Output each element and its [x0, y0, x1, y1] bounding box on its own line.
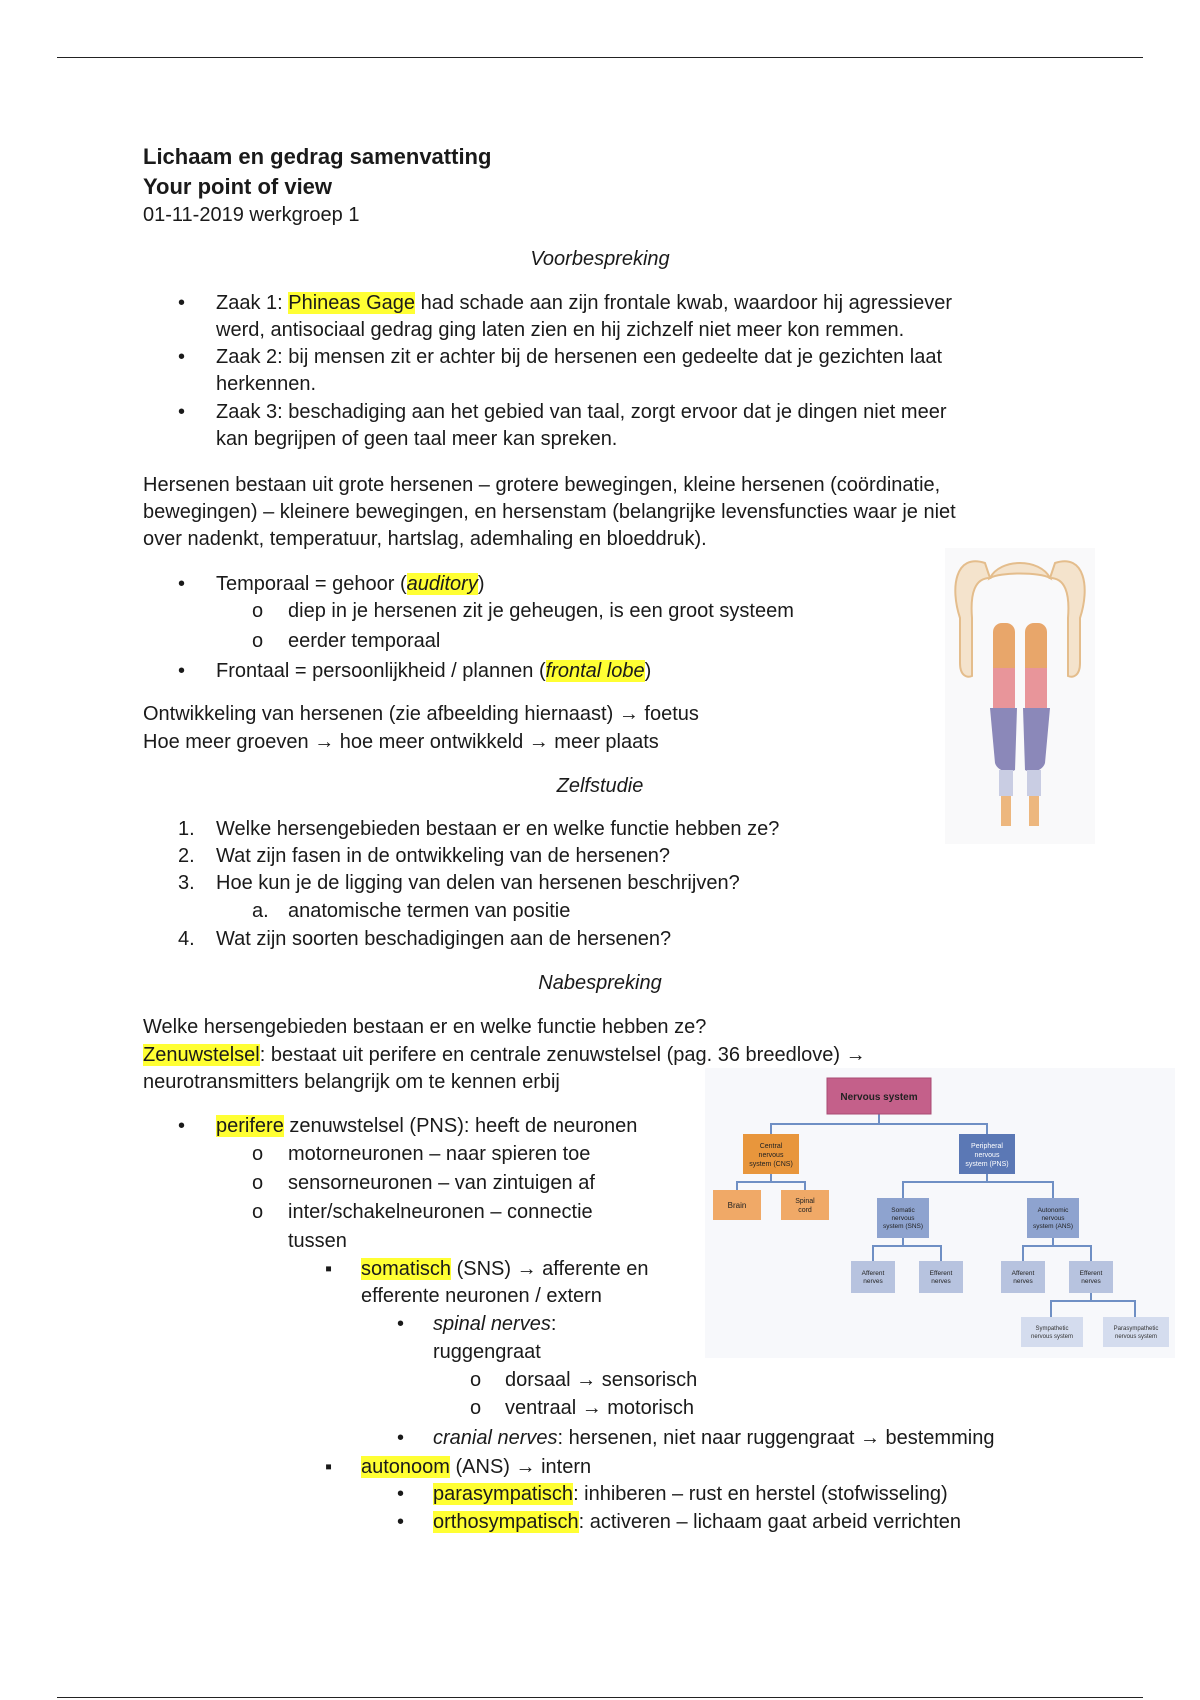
diagram-efferent-1: Efferent nerves	[929, 1270, 953, 1285]
highlight: auditory	[406, 573, 478, 595]
diagram-efferent-2: Efferent nerves	[1079, 1270, 1103, 1285]
ventraal-item: ventraal → motorisch	[505, 1397, 694, 1419]
question-2: Wat zijn fasen in de ontwikkeling van de hersenen?	[216, 845, 670, 867]
cranial-item: cranial nerves: hersenen, niet naar ruggengraat → bestemming	[433, 1427, 995, 1449]
orthosympatisch-item: orthosympatisch: activeren – lichaam gaat arbeid verrichten	[433, 1511, 962, 1533]
sub-bullet-o: o	[470, 1397, 482, 1419]
question-num: 1.	[178, 818, 195, 840]
diagram-parasympathetic: Parasympathetic nervous system	[1113, 1326, 1159, 1340]
paragraph-line: over nadenkt, temperatuur, hartslag, ademhaling en bloeddruk).	[143, 528, 707, 550]
section-voorbespreking: Voorbespreking	[530, 248, 670, 270]
dorsaal-item: dorsaal → sensorisch	[505, 1369, 698, 1391]
sub-bullet-o: o	[252, 1172, 264, 1194]
sensor-item: sensorneuronen – van zintuigen af	[288, 1172, 595, 1194]
diagram-sympathetic: Sympathetic nervous system	[1030, 1326, 1074, 1340]
sub-bullet-o: o	[470, 1369, 482, 1391]
case-3-line2: kan begrijpen of geen taal meer kan spreken.	[216, 428, 618, 450]
bullet-dot: •	[178, 573, 186, 595]
temporal-sub-1: diep in je hersenen zit je geheugen, is een groot systeem	[288, 600, 794, 622]
diagram-somatic: Somatic nervous system (SNS)	[882, 1207, 924, 1230]
sub-bullet-o: o	[252, 600, 264, 622]
bullet-dot: •	[178, 660, 186, 682]
sub-bullet-o: o	[252, 630, 264, 652]
section-nabespreking: Nabespreking	[538, 972, 662, 994]
spinal-line2: ruggengraat	[433, 1341, 541, 1363]
bullet-dot: •	[397, 1427, 405, 1449]
temporal-item: Temporaal = gehoor (auditory)	[216, 573, 485, 595]
motor-item: motorneuronen – naar spieren toe	[288, 1143, 591, 1165]
zenuwstelsel-line: Zenuwstelsel: bestaat uit perifere en centrale zenuwstelsel (pag. 36 breedlove) →	[143, 1044, 866, 1066]
highlight: frontal lobe	[545, 660, 645, 682]
highlight: parasympatisch	[433, 1483, 574, 1505]
highlight: autonoom	[361, 1456, 450, 1478]
somatisch-line2: efferente neuronen / extern	[361, 1285, 602, 1307]
diagram-cns: Central nervous system (CNS)	[749, 1143, 793, 1168]
inter-item-line2: tussen	[288, 1230, 347, 1252]
highlight: perifere	[216, 1115, 284, 1137]
sub-bullet-o: o	[252, 1201, 264, 1223]
bottom-rule	[57, 1697, 1143, 1698]
page-title: Lichaam en gedrag samenvatting	[143, 144, 492, 169]
question-4: Wat zijn soorten beschadigingen aan de hersenen?	[216, 928, 672, 950]
question-3: Hoe kun je de ligging van delen van hersenen beschrijven?	[216, 872, 740, 894]
case-1-line2: werd, antisociaal gedrag ging laten zien en hij zichzelf niet meer kon remmen.	[216, 319, 905, 341]
question-3a: anatomische termen van positie	[288, 900, 571, 922]
bullet-dot: •	[397, 1313, 405, 1335]
bullet-dot: •	[178, 346, 186, 368]
square-bullet: ▪	[325, 1258, 333, 1280]
zenuwstelsel-line2: neurotransmitters belangrijk om te kennen erbij	[143, 1071, 560, 1093]
square-bullet: ▪	[325, 1456, 333, 1478]
inter-item: inter/schakelneuronen – connectie	[288, 1201, 593, 1223]
diagram-afferent-1: Afferent nerves	[861, 1270, 885, 1285]
case-1: Zaak 1: Phineas Gage had schade aan zijn frontale kwab, waardoor hij agressiever	[216, 292, 953, 314]
section-zelfstudie: Zelfstudie	[556, 775, 644, 797]
paragraph-line: bewegingen) – kleinere bewegingen, en hersenstam (belangrijke levensfuncties waar je niet	[143, 501, 956, 523]
temporal-sub-2: eerder temporaal	[288, 630, 441, 652]
diagram-afferent-2: Afferent nerves	[1011, 1270, 1035, 1285]
bullet-dot: •	[178, 1115, 186, 1137]
question-1: Welke hersengebieden bestaan er en welke functie hebben ze?	[216, 818, 780, 840]
somatisch-item: somatisch (SNS) → afferente en	[361, 1258, 649, 1280]
pns-item: perifere zenuwstelsel (PNS): heeft de neuronen	[216, 1115, 638, 1137]
ontwikkeling-line-1: Ontwikkeling van hersenen (zie afbeelding hiernaast) → foetus	[143, 703, 699, 725]
bullet-dot: •	[178, 292, 186, 314]
nab-question: Welke hersengebieden bestaan er en welke functie hebben ze?	[143, 1016, 707, 1038]
case-2: Zaak 2: bij mensen zit er achter bij de hersenen een gedeelte dat je gezichten laat	[216, 346, 943, 368]
bullet-dot: •	[397, 1483, 405, 1505]
spinal-item: spinal nerves:	[433, 1313, 557, 1335]
question-num: 3.	[178, 872, 195, 894]
bullet-dot: •	[397, 1511, 405, 1533]
date-line: 01-11-2019 werkgroep 1	[143, 204, 360, 226]
highlight: Phineas Gage	[288, 292, 416, 314]
frontal-item: Frontaal = persoonlijkheid / plannen (frontal lobe)	[216, 660, 652, 682]
question-num: 4.	[178, 928, 195, 950]
parasympatisch-item: parasympatisch: inhiberen – rust en herstel (stofwisseling)	[433, 1483, 948, 1505]
highlight: Zenuwstelsel	[143, 1044, 260, 1066]
page-subtitle: Your point of view	[143, 174, 333, 199]
diagram-spinal: Spinal cord	[795, 1198, 815, 1214]
highlight: orthosympatisch	[433, 1511, 579, 1533]
autonoom-item: autonoom (ANS) → intern	[361, 1456, 592, 1478]
question-num: a.	[252, 900, 269, 922]
case-3: Zaak 3: beschadiging aan het gebied van taal, zorgt ervoor dat je dingen niet meer	[216, 401, 947, 423]
bullet-dot: •	[178, 401, 186, 423]
nervous-system-diagram	[705, 1068, 1175, 1358]
ontwikkeling-line-2: Hoe meer groeven → hoe meer ontwikkeld → meer plaats	[143, 731, 659, 753]
diagram-autonomic: Autonomic nervous system (ANS)	[1032, 1207, 1074, 1230]
case-2-line2: herkennen.	[216, 373, 317, 395]
diagram-pns: Peripheral nervous system (PNS)	[965, 1143, 1009, 1168]
top-rule	[57, 57, 1143, 58]
sub-bullet-o: o	[252, 1143, 264, 1165]
brain-development-illustration	[945, 548, 1095, 844]
highlight: somatisch	[361, 1258, 452, 1280]
question-num: 2.	[178, 845, 195, 867]
diagram-brain: Brain	[727, 1201, 747, 1210]
diagram-root: Nervous system	[840, 1092, 918, 1103]
paragraph-line: Hersenen bestaan uit grote hersenen – grotere bewegingen, kleine hersenen (coördinatie,	[143, 474, 941, 496]
